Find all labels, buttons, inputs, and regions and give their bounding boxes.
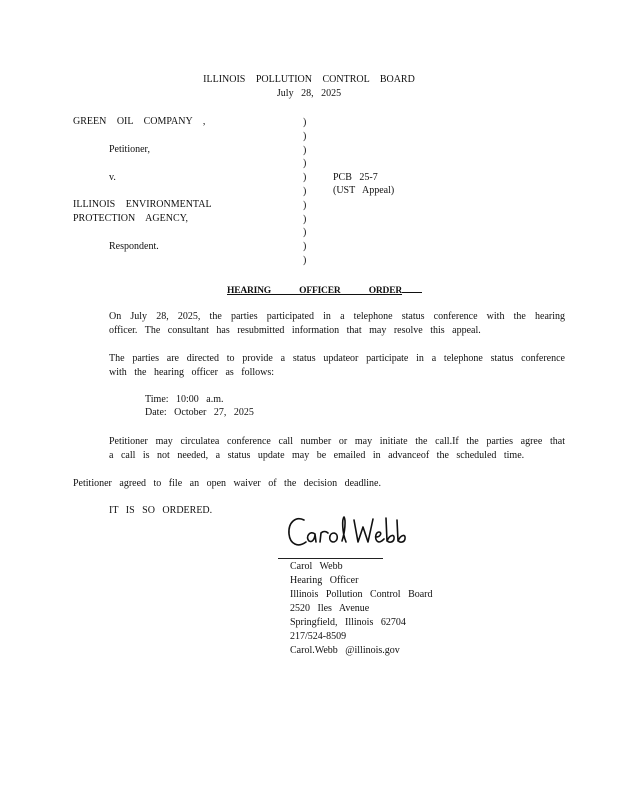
signer-street: 2520 Iles Avenue <box>290 603 370 614</box>
bracket: ) <box>303 199 307 211</box>
paragraph-4: Petitioner agreed to file an open waiver of the decision deadline. <box>73 478 381 489</box>
case-number: PCB 25-7 <box>333 172 378 183</box>
signer-email-link[interactable]: Carol.Webb @illinois.gov <box>290 645 400 656</box>
conference-date: Date: October 27, 2025 <box>145 407 254 418</box>
bracket: ) <box>303 185 307 197</box>
bracket: ) <box>303 172 307 184</box>
board-name: ILLINOIS POLLUTION CONTROL BOARD <box>203 74 415 85</box>
respondent-name-line1: ILLINOIS ENVIRONMENTAL <box>73 199 212 210</box>
paragraph-3: Petitioner may circulatea conference call number or may initiate the call.If the parties agree that a call is not needed, a status update may be emailed in advanceof the scheduled time. <box>109 436 565 461</box>
versus-label: v. <box>109 172 116 183</box>
bracket: ) <box>303 241 307 253</box>
conference-time: Time: 10:00 a.m. <box>145 394 224 405</box>
header-date: July 28, 2025 <box>276 88 342 99</box>
bracket: ) <box>303 227 307 239</box>
signer-name: Carol Webb <box>290 561 343 572</box>
signer-city: Springfield, Illinois 62704 <box>290 617 406 628</box>
caption-brackets <box>303 116 306 268</box>
paragraph-1: On July 28, 2025, the parties participated in a telephone status conference with the hearing officer. The consultant has resubmitted information that may resolve this appeal. <box>109 311 565 336</box>
bracket: ) <box>303 213 307 225</box>
bracket: ) <box>303 254 307 266</box>
bracket: ) <box>303 130 307 142</box>
respondent-name-line2: PROTECTION AGENCY, <box>73 213 189 224</box>
bracket: ) <box>303 144 307 156</box>
paragraph-2: The parties are directed to provide a status updateor participate in a telephone status conference with the hearing officer as follows: <box>109 353 565 378</box>
title-underline-tail <box>402 283 422 293</box>
case-type: (UST Appeal) <box>333 185 395 196</box>
signer-organization: Illinois Pollution Control Board <box>290 589 433 600</box>
petitioner-role: Petitioner, <box>109 144 150 155</box>
signature-line <box>278 558 383 559</box>
order-title-text: HEARING OFFICER ORDER <box>227 286 403 296</box>
order-title <box>227 283 422 297</box>
signer-phone: 217/524-8509 <box>290 631 347 642</box>
respondent-role: Respondent. <box>109 241 159 252</box>
petitioner-name: GREEN OIL COMPANY , <box>73 116 206 127</box>
handwritten-signature <box>284 510 416 556</box>
bracket: ) <box>303 117 307 128</box>
signer-title: Hearing Officer <box>290 575 359 586</box>
closing: IT IS SO ORDERED. <box>109 505 213 516</box>
bracket: ) <box>303 158 307 170</box>
